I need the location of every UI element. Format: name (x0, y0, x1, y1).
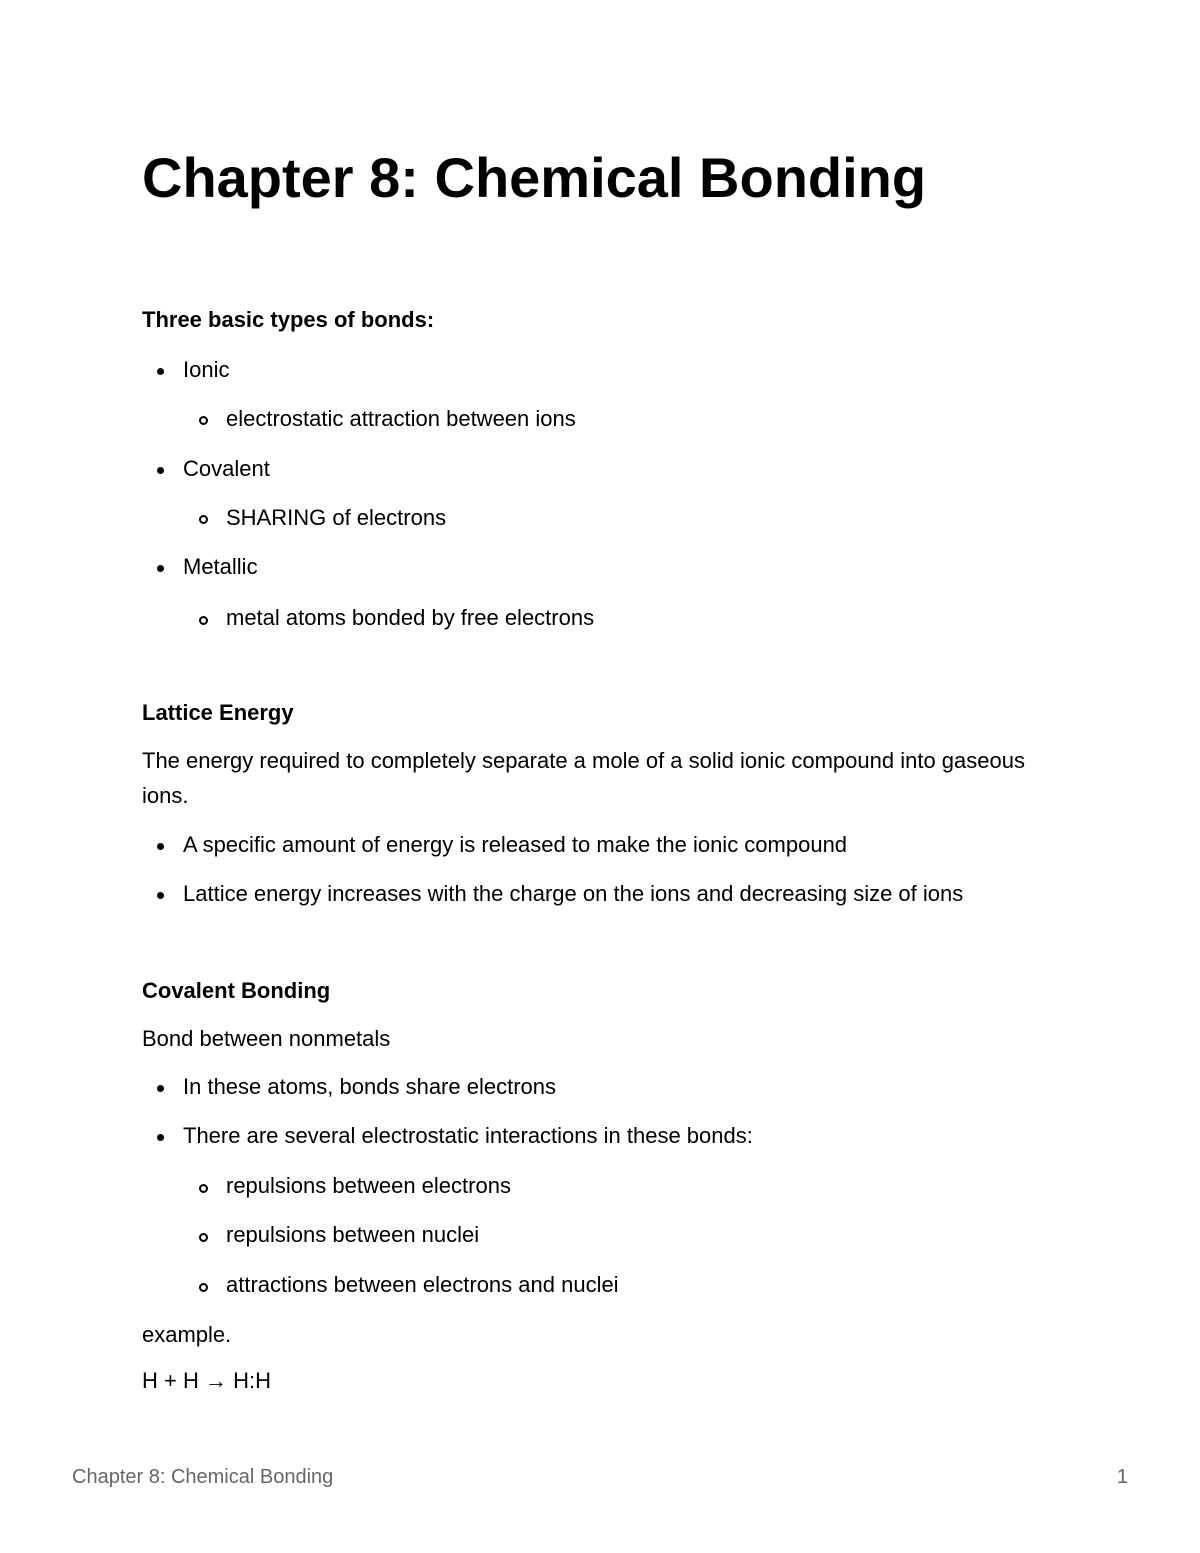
bullet-icon (157, 467, 164, 474)
list-item: Lattice energy increases with the charge on the ions and decreasing size of ions (183, 881, 964, 906)
sub-list-item: repulsions between nuclei (226, 1222, 480, 1247)
section-heading-lattice-energy: Lattice Energy (142, 700, 294, 725)
sub-bullet-icon (199, 515, 208, 524)
footer-title: Chapter 8: Chemical Bonding (72, 1466, 334, 1488)
list-item: Covalent (183, 456, 270, 481)
list-item: There are several electrostatic interactions in these bonds: (183, 1123, 753, 1148)
bullet-icon (157, 1085, 164, 1092)
sub-list-item: repulsions between electrons (226, 1173, 511, 1198)
bullet-icon (157, 1134, 164, 1141)
list-item: Metallic (183, 554, 258, 579)
bullet-icon (157, 843, 164, 850)
sub-list-item: attractions between electrons and nuclei (226, 1272, 619, 1297)
bullet-icon (157, 368, 164, 375)
list-item: A specific amount of energy is released to make the ionic compound (183, 832, 848, 857)
lattice-energy-definition: The energy required to completely separate a mole of a solid ionic compound into gaseous ions. (142, 748, 1025, 808)
section-heading-covalent-bonding: Covalent Bonding (142, 978, 331, 1003)
sub-bullet-icon (199, 1283, 208, 1292)
sub-bullet-icon (199, 1184, 208, 1193)
example-equation: H + H → H:H (142, 1368, 271, 1393)
page-number: 1 (1116, 1466, 1128, 1488)
sub-list-item: metal atoms bonded by free electrons (226, 605, 595, 630)
bullet-icon (157, 892, 164, 899)
sub-bullet-icon (199, 616, 208, 625)
covalent-definition: Bond between nonmetals (142, 1026, 391, 1051)
section-heading-bond-types: Three basic types of bonds: (142, 307, 435, 332)
sub-bullet-icon (199, 1233, 208, 1242)
bullet-icon (157, 565, 164, 572)
list-item: Ionic (183, 357, 230, 382)
sub-list-item: SHARING of electrons (226, 505, 447, 530)
list-item: In these atoms, bonds share electrons (183, 1074, 556, 1099)
sub-bullet-icon (199, 416, 208, 425)
page-title: Chapter 8: Chemical Bonding (142, 146, 927, 209)
sub-list-item: electrostatic attraction between ions (226, 406, 576, 431)
example-label: example. (142, 1322, 232, 1347)
